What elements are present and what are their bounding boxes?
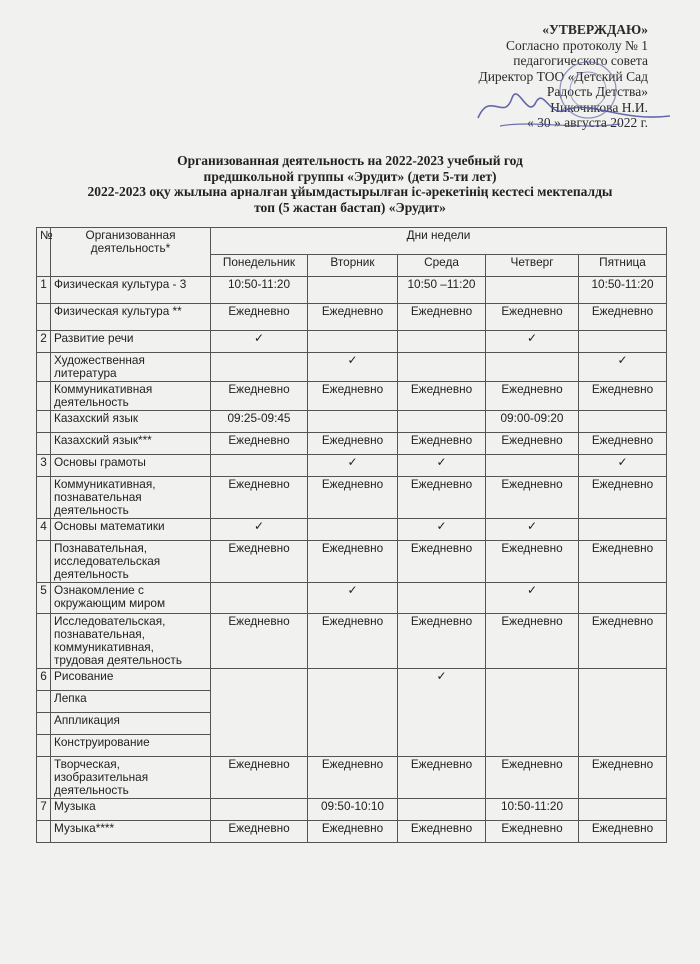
table-row [37, 411, 667, 433]
schedule-cell [486, 277, 579, 304]
approval-heading: «УТВЕРЖДАЮ» [542, 22, 648, 37]
title-line: предшкольной группы «Эрудит» (дети 5-ти лет) [203, 168, 497, 184]
activity-name: Аппликация [51, 713, 211, 735]
schedule-cell: 09:25-09:45 [211, 411, 308, 433]
schedule-cell [579, 669, 667, 757]
table-row [37, 331, 667, 353]
activity-name: Коммуникативная деятельность [51, 382, 211, 411]
schedule-cell: Ежедневно [486, 304, 579, 331]
check-icon: ✓ [579, 353, 667, 382]
approval-line: Радость Детства» [546, 84, 648, 99]
header-day: Среда [398, 255, 486, 277]
row-number [37, 757, 51, 799]
schedule-cell: Ежедневно [486, 541, 579, 583]
schedule-cell [398, 353, 486, 382]
row-number [37, 353, 51, 382]
schedule-cell: Ежедневно [308, 304, 398, 331]
row-number: 7 [37, 799, 51, 821]
table-row [37, 757, 667, 799]
check-icon: ✓ [398, 455, 486, 477]
schedule-cell: Ежедневно [579, 382, 667, 411]
table-row [37, 455, 667, 477]
document-title [0, 153, 700, 215]
schedule-cell: Ежедневно [579, 821, 667, 843]
table-header-row [37, 228, 667, 255]
table-row [37, 382, 667, 411]
schedule-cell: Ежедневно [486, 477, 579, 519]
title-line: топ (5 жастан бастап) «Эрудит» [254, 199, 446, 215]
schedule-cell: Ежедневно [579, 757, 667, 799]
table-row [37, 583, 667, 614]
header-day: Пятница [579, 255, 667, 277]
row-number [37, 304, 51, 331]
check-icon: ✓ [308, 353, 398, 382]
table-row [37, 477, 667, 519]
schedule-cell: 10:50 –11:20 [398, 277, 486, 304]
table-row [37, 277, 667, 304]
check-icon: ✓ [308, 455, 398, 477]
schedule-cell [398, 411, 486, 433]
activity-name: Физическая культура - 3 [51, 277, 211, 304]
schedule-cell [398, 583, 486, 614]
header-days: Дни недели [211, 228, 667, 255]
schedule-cell [308, 411, 398, 433]
schedule-cell: Ежедневно [211, 304, 308, 331]
check-icon: ✓ [486, 331, 579, 353]
schedule-cell: Ежедневно [308, 614, 398, 669]
table-row [37, 799, 667, 821]
schedule-cell: 09:00-09:20 [486, 411, 579, 433]
schedule-cell [486, 669, 579, 757]
approval-line: Согласно протоколу № 1 [505, 37, 648, 53]
schedule-cell: Ежедневно [486, 821, 579, 843]
title-line: 2022-2023 оқу жылына арналған ұйымдастырылған іс-әрекетінің кестесі мектепалды [87, 184, 613, 199]
schedule-cell: Ежедневно [308, 821, 398, 843]
header-day: Понедельник [211, 255, 308, 277]
schedule-cell [211, 669, 308, 757]
schedule-cell [211, 799, 308, 821]
row-number: 2 [37, 331, 51, 353]
schedule-cell: Ежедневно [398, 382, 486, 411]
schedule-cell [579, 411, 667, 433]
schedule-cell [486, 455, 579, 477]
row-number [37, 614, 51, 669]
schedule-cell [398, 331, 486, 353]
activity-name: Основы грамоты [51, 455, 211, 477]
schedule-cell: Ежедневно [211, 541, 308, 583]
activity-name: Познавательная, исследовательская деятельность [51, 541, 211, 583]
schedule-cell: Ежедневно [308, 757, 398, 799]
activity-name: Художественная литература [51, 353, 211, 382]
row-number [37, 735, 51, 757]
schedule-cell [308, 519, 398, 541]
row-number [37, 691, 51, 713]
schedule-cell [308, 331, 398, 353]
schedule-cell [211, 455, 308, 477]
table-row [37, 353, 667, 382]
header-num: № [37, 228, 51, 277]
activity-name: Основы математики [51, 519, 211, 541]
schedule-cell: Ежедневно [486, 382, 579, 411]
row-number [37, 821, 51, 843]
check-icon: ✓ [486, 583, 579, 614]
row-number [37, 541, 51, 583]
schedule-cell [579, 519, 667, 541]
activity-name: Развитие речи [51, 331, 211, 353]
row-number: 5 [37, 583, 51, 614]
schedule-cell [308, 277, 398, 304]
schedule-cell: Ежедневно [398, 477, 486, 519]
check-icon: ✓ [486, 519, 579, 541]
schedule-cell: 10:50-11:20 [211, 277, 308, 304]
table-row [37, 541, 667, 583]
check-icon: ✓ [211, 331, 308, 353]
schedule-cell [486, 353, 579, 382]
title-line: Организованная деятельность на 2022-2023 учебный год [177, 153, 523, 168]
schedule-cell: Ежедневно [211, 757, 308, 799]
row-number [37, 477, 51, 519]
schedule-cell: Ежедневно [211, 821, 308, 843]
row-number [37, 411, 51, 433]
row-number [37, 433, 51, 455]
schedule-cell: Ежедневно [579, 304, 667, 331]
schedule-cell: Ежедневно [211, 614, 308, 669]
row-number: 6 [37, 669, 51, 691]
schedule-cell: Ежедневно [398, 433, 486, 455]
activity-name: Физическая культура ** [51, 304, 211, 331]
schedule-cell: Ежедневно [308, 433, 398, 455]
check-icon: ✓ [398, 669, 486, 757]
schedule-cell: 09:50-10:10 [308, 799, 398, 821]
activity-name: Ознакомление с окружающим миром [51, 583, 211, 614]
activity-name: Рисование [51, 669, 211, 691]
activity-name: Музыка**** [51, 821, 211, 843]
row-number: 4 [37, 519, 51, 541]
schedule-cell: Ежедневно [308, 477, 398, 519]
table-row [37, 433, 667, 455]
table-row [37, 821, 667, 843]
schedule-cell: Ежедневно [398, 821, 486, 843]
schedule-cell: Ежедневно [211, 382, 308, 411]
schedule-cell: Ежедневно [486, 757, 579, 799]
schedule-cell: Ежедневно [486, 433, 579, 455]
schedule-cell: 10:50-11:20 [579, 277, 667, 304]
approval-line: « 30 » августа 2022 г. [527, 115, 648, 130]
schedule-cell [579, 799, 667, 821]
schedule-cell [579, 583, 667, 614]
schedule-cell: Ежедневно [398, 304, 486, 331]
schedule-cell: Ежедневно [579, 541, 667, 583]
header-day: Вторник [308, 255, 398, 277]
activity-name: Коммуникативная, познавательная деятельность [51, 477, 211, 519]
schedule-cell [398, 799, 486, 821]
activity-name: Казахский язык [51, 411, 211, 433]
activity-name: Казахский язык*** [51, 433, 211, 455]
activity-name: Творческая, изобразительная деятельность [51, 757, 211, 799]
schedule-cell: Ежедневно [211, 477, 308, 519]
schedule-cell: Ежедневно [398, 614, 486, 669]
activity-name: Лепка [51, 691, 211, 713]
check-icon: ✓ [308, 583, 398, 614]
schedule-cell: Ежедневно [486, 614, 579, 669]
approval-line: Директор ТОО «Детский Сад [478, 68, 648, 84]
header-day: Четверг [486, 255, 579, 277]
row-number: 1 [37, 277, 51, 304]
row-number [37, 713, 51, 735]
approval-line: педагогического совета [513, 53, 648, 68]
row-number [37, 382, 51, 411]
table-row [37, 614, 667, 669]
approval-block [428, 22, 648, 131]
header-activity: Организованная деятельность* [51, 228, 211, 277]
schedule-cell: Ежедневно [211, 433, 308, 455]
schedule-cell: Ежедневно [579, 614, 667, 669]
approval-line: Никочикова Н.И. [550, 99, 648, 115]
schedule-cell: Ежедневно [398, 541, 486, 583]
check-icon: ✓ [579, 455, 667, 477]
schedule-table [36, 227, 667, 843]
activity-name: Исследовательская, познавательная, коммуникативная, трудовая деятельность [51, 614, 211, 669]
table-row [37, 669, 667, 691]
table-row [37, 304, 667, 331]
table-row [37, 519, 667, 541]
schedule-cell: Ежедневно [579, 433, 667, 455]
schedule-cell [211, 353, 308, 382]
schedule-cell [308, 669, 398, 757]
check-icon: ✓ [211, 519, 308, 541]
activity-name: Музыка [51, 799, 211, 821]
schedule-cell [579, 331, 667, 353]
check-icon: ✓ [398, 519, 486, 541]
row-number: 3 [37, 455, 51, 477]
schedule-cell: Ежедневно [308, 541, 398, 583]
schedule-cell: Ежедневно [579, 477, 667, 519]
schedule-cell: Ежедневно [398, 757, 486, 799]
schedule-cell: Ежедневно [308, 382, 398, 411]
activity-name: Конструирование [51, 735, 211, 757]
schedule-cell: 10:50-11:20 [486, 799, 579, 821]
schedule-cell [211, 583, 308, 614]
